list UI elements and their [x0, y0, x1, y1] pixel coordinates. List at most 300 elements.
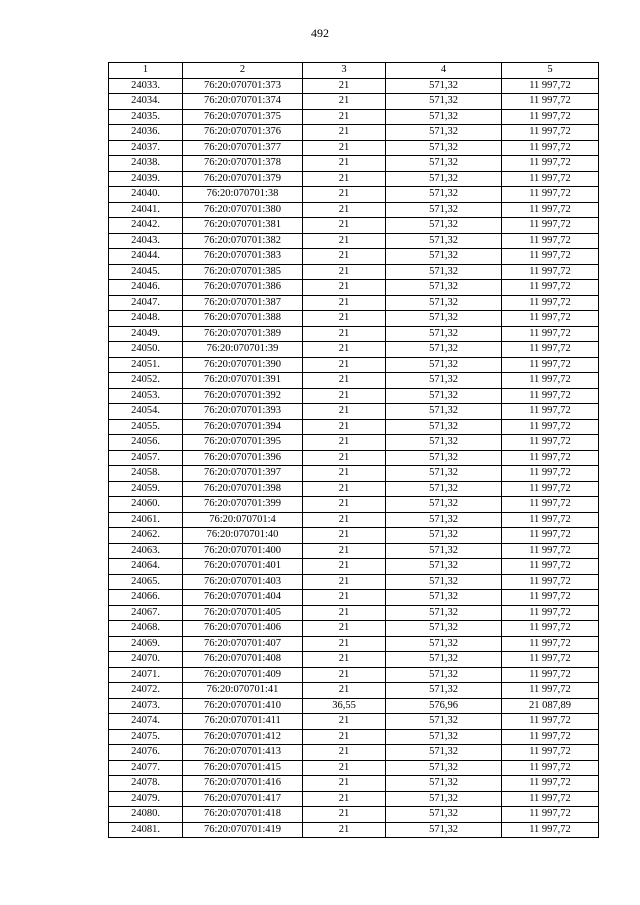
- table-row: [109, 109, 599, 125]
- table-cell-col-1: 24069.: [109, 636, 183, 652]
- table-cell-col-3: 21: [303, 714, 386, 730]
- table-cell-col-1: 24062.: [109, 528, 183, 544]
- table-row: [109, 202, 599, 218]
- table-cell-col-3: 21: [303, 497, 386, 513]
- table-cell-col-2: 76:20:070701:387: [183, 295, 303, 311]
- table-cell-col-3: 21: [303, 435, 386, 451]
- table-cell-col-2: 76:20:070701:405: [183, 605, 303, 621]
- table-cell-col-3: 21: [303, 807, 386, 823]
- table-cell-col-5: 11 997,72: [502, 357, 599, 373]
- table-cell-col-5: 11 997,72: [502, 543, 599, 559]
- table-cell-col-3: 21: [303, 605, 386, 621]
- table-cell-col-1: 24073.: [109, 698, 183, 714]
- table-cell-col-1: 24043.: [109, 233, 183, 249]
- table-cell-col-5: 11 997,72: [502, 605, 599, 621]
- table-cell-col-5: 11 997,72: [502, 776, 599, 792]
- table-row: [109, 156, 599, 172]
- table-cell-col-1: 24042.: [109, 218, 183, 234]
- table-cell-col-1: 24036.: [109, 125, 183, 141]
- table-cell-col-2: 76:20:070701:383: [183, 249, 303, 265]
- table-cell-col-3: 21: [303, 109, 386, 125]
- table-cell-col-1: 24066.: [109, 590, 183, 606]
- table-cell-col-4: 571,32: [386, 776, 502, 792]
- table-row: [109, 574, 599, 590]
- table-cell-col-1: 24033.: [109, 78, 183, 94]
- table-cell-col-5: 11 997,72: [502, 497, 599, 513]
- table-cell-col-2: 76:20:070701:395: [183, 435, 303, 451]
- table-cell-col-2: 76:20:070701:393: [183, 404, 303, 420]
- table-cell-col-2: 76:20:070701:411: [183, 714, 303, 730]
- table-row: [109, 373, 599, 389]
- table-row: [109, 233, 599, 249]
- table-cell-col-3: 21: [303, 512, 386, 528]
- table-cell-col-4: 571,32: [386, 745, 502, 761]
- table-cell-col-3: 21: [303, 481, 386, 497]
- table-cell-col-1: 24065.: [109, 574, 183, 590]
- table-cell-col-1: 24051.: [109, 357, 183, 373]
- table-cell-col-3: 21: [303, 543, 386, 559]
- table-cell-col-2: 76:20:070701:38: [183, 187, 303, 203]
- table-cell-col-5: 11 997,72: [502, 187, 599, 203]
- table-cell-col-4: 571,32: [386, 419, 502, 435]
- table-cell-col-2: 76:20:070701:375: [183, 109, 303, 125]
- table-cell-col-2: 76:20:070701:4: [183, 512, 303, 528]
- table-cell-col-4: 571,32: [386, 466, 502, 482]
- table-row: [109, 698, 599, 714]
- table-cell-col-3: 21: [303, 621, 386, 637]
- table-cell-col-4: 571,32: [386, 249, 502, 265]
- table-row: [109, 218, 599, 234]
- table-cell-col-4: 571,32: [386, 497, 502, 513]
- table-row: [109, 776, 599, 792]
- table-row: [109, 497, 599, 513]
- table-cell-col-4: 571,32: [386, 156, 502, 172]
- table-cell-col-2: 76:20:070701:373: [183, 78, 303, 94]
- table-row: [109, 295, 599, 311]
- table-cell-col-3: 21: [303, 280, 386, 296]
- table-cell-col-5: 11 997,72: [502, 683, 599, 699]
- table-cell-col-2: 76:20:070701:394: [183, 419, 303, 435]
- table-row: [109, 466, 599, 482]
- table-cell-col-3: 21: [303, 466, 386, 482]
- table-cell-col-1: 24067.: [109, 605, 183, 621]
- table-row: [109, 311, 599, 327]
- table-cell-col-4: 571,32: [386, 218, 502, 234]
- table-cell-col-5: 11 997,72: [502, 295, 599, 311]
- table-cell-col-4: 571,32: [386, 450, 502, 466]
- table-cell-col-1: 24068.: [109, 621, 183, 637]
- table-cell-col-1: 24071.: [109, 667, 183, 683]
- table-cell-col-5: 11 997,72: [502, 156, 599, 172]
- table-cell-col-4: 571,32: [386, 388, 502, 404]
- table-row: [109, 621, 599, 637]
- table-cell-col-5: 11 997,72: [502, 233, 599, 249]
- table-cell-col-1: 24075.: [109, 729, 183, 745]
- table-cell-col-3: 21: [303, 326, 386, 342]
- table-cell-col-4: 571,32: [386, 342, 502, 358]
- table-cell-col-2: 76:20:070701:389: [183, 326, 303, 342]
- table-row: [109, 326, 599, 342]
- table-cell-col-4: 571,32: [386, 512, 502, 528]
- table-cell-col-1: 24061.: [109, 512, 183, 528]
- table-row: [109, 528, 599, 544]
- table-cell-col-3: 21: [303, 636, 386, 652]
- table-cell-col-4: 571,32: [386, 791, 502, 807]
- table-row: [109, 590, 599, 606]
- table-cell-col-3: 21: [303, 357, 386, 373]
- table-cell-col-4: 571,32: [386, 760, 502, 776]
- table-cell-col-3: 21: [303, 574, 386, 590]
- table-row: [109, 791, 599, 807]
- table-cell-col-4: 571,32: [386, 636, 502, 652]
- table-cell-col-5: 11 997,72: [502, 94, 599, 110]
- table-row: [109, 760, 599, 776]
- table-cell-col-5: 11 997,72: [502, 590, 599, 606]
- table-row: [109, 636, 599, 652]
- table-row: [109, 187, 599, 203]
- table-cell-col-2: 76:20:070701:416: [183, 776, 303, 792]
- table-cell-col-2: 76:20:070701:407: [183, 636, 303, 652]
- table-cell-col-4: 571,32: [386, 667, 502, 683]
- table-cell-col-4: 571,32: [386, 295, 502, 311]
- table-cell-col-3: 21: [303, 249, 386, 265]
- table-cell-col-4: 571,32: [386, 481, 502, 497]
- table-cell-col-2: 76:20:070701:419: [183, 822, 303, 838]
- table-cell-col-2: 76:20:070701:379: [183, 171, 303, 187]
- table-cell-col-2: 76:20:070701:397: [183, 466, 303, 482]
- table-cell-col-5: 11 997,72: [502, 109, 599, 125]
- table-cell-col-3: 21: [303, 388, 386, 404]
- table-cell-col-2: 76:20:070701:378: [183, 156, 303, 172]
- table-cell-col-2: 76:20:070701:418: [183, 807, 303, 823]
- table-cell-col-2: 76:20:070701:401: [183, 559, 303, 575]
- table-row: [109, 357, 599, 373]
- table-row: [109, 404, 599, 420]
- table-cell-col-3: 21: [303, 667, 386, 683]
- table-cell-col-4: 571,32: [386, 621, 502, 637]
- table-row: [109, 125, 599, 141]
- table-cell-col-1: 24054.: [109, 404, 183, 420]
- table-cell-col-2: 76:20:070701:381: [183, 218, 303, 234]
- table-row: [109, 249, 599, 265]
- table-cell-col-3: 21: [303, 218, 386, 234]
- table-cell-col-2: 76:20:070701:385: [183, 264, 303, 280]
- table-row: [109, 388, 599, 404]
- table-cell-col-5: 11 997,72: [502, 125, 599, 141]
- table-cell-col-4: 571,32: [386, 264, 502, 280]
- table-cell-col-2: 76:20:070701:386: [183, 280, 303, 296]
- table-cell-col-1: 24053.: [109, 388, 183, 404]
- table-row: [109, 714, 599, 730]
- table-cell-col-5: 11 997,72: [502, 202, 599, 218]
- table-row: [109, 78, 599, 94]
- table-cell-col-5: 11 997,72: [502, 559, 599, 575]
- table-cell-col-5: 11 997,72: [502, 621, 599, 637]
- table-cell-col-2: 76:20:070701:400: [183, 543, 303, 559]
- table-cell-col-4: 571,32: [386, 125, 502, 141]
- table-cell-col-5: 11 997,72: [502, 342, 599, 358]
- table-cell-col-5: 11 997,72: [502, 466, 599, 482]
- table-cell-col-3: 21: [303, 264, 386, 280]
- table-cell-col-5: 11 997,72: [502, 326, 599, 342]
- table-cell-col-4: 571,32: [386, 714, 502, 730]
- table-row: [109, 745, 599, 761]
- table-cell-col-4: 571,32: [386, 822, 502, 838]
- table-cell-col-3: 21: [303, 559, 386, 575]
- table-cell-col-3: 21: [303, 295, 386, 311]
- table-cell-col-1: 24072.: [109, 683, 183, 699]
- table-cell-col-5: 11 997,72: [502, 388, 599, 404]
- table-cell-col-4: 576,96: [386, 698, 502, 714]
- table-cell-col-2: 76:20:070701:392: [183, 388, 303, 404]
- page-number: 492: [311, 26, 329, 40]
- table-cell-col-5: 11 997,72: [502, 280, 599, 296]
- table-cell-col-5: 11 997,72: [502, 636, 599, 652]
- table-cell-col-5: 11 997,72: [502, 512, 599, 528]
- table-cell-col-2: 76:20:070701:412: [183, 729, 303, 745]
- table-row: [109, 729, 599, 745]
- table-cell-col-3: 36,55: [303, 698, 386, 714]
- table-cell-col-1: 24050.: [109, 342, 183, 358]
- column-header-5: 5: [502, 63, 599, 79]
- table-row: [109, 512, 599, 528]
- table-cell-col-1: 24057.: [109, 450, 183, 466]
- table-cell-col-4: 571,32: [386, 280, 502, 296]
- table-cell-col-1: 24039.: [109, 171, 183, 187]
- table-cell-col-5: 11 997,72: [502, 264, 599, 280]
- table-cell-col-4: 571,32: [386, 528, 502, 544]
- table-cell-col-5: 11 997,72: [502, 78, 599, 94]
- table-cell-col-1: 24040.: [109, 187, 183, 203]
- table-cell-col-4: 571,32: [386, 140, 502, 156]
- table-row: [109, 822, 599, 838]
- table-cell-col-3: 21: [303, 171, 386, 187]
- table-cell-col-5: 11 997,72: [502, 807, 599, 823]
- table-cell-col-1: 24056.: [109, 435, 183, 451]
- table-row: [109, 264, 599, 280]
- table-cell-col-5: 11 997,72: [502, 791, 599, 807]
- table-cell-col-3: 21: [303, 233, 386, 249]
- table-cell-col-5: 11 997,72: [502, 171, 599, 187]
- table-cell-col-3: 21: [303, 125, 386, 141]
- table-cell-col-3: 21: [303, 729, 386, 745]
- table-cell-col-5: 11 997,72: [502, 745, 599, 761]
- table-cell-col-2: 76:20:070701:417: [183, 791, 303, 807]
- table-cell-col-1: 24038.: [109, 156, 183, 172]
- table-cell-col-3: 21: [303, 822, 386, 838]
- table-cell-col-3: 21: [303, 776, 386, 792]
- table-cell-col-5: 11 997,72: [502, 822, 599, 838]
- table-row: [109, 807, 599, 823]
- table-cell-col-1: 24052.: [109, 373, 183, 389]
- table-row: [109, 652, 599, 668]
- table-cell-col-5: 11 997,72: [502, 450, 599, 466]
- table-cell-col-3: 21: [303, 683, 386, 699]
- table-cell-col-4: 571,32: [386, 233, 502, 249]
- table-cell-col-2: 76:20:070701:380: [183, 202, 303, 218]
- table-cell-col-5: 11 997,72: [502, 311, 599, 327]
- table-cell-col-4: 571,32: [386, 94, 502, 110]
- column-header-4: 4: [386, 63, 502, 79]
- table-cell-col-2: 76:20:070701:403: [183, 574, 303, 590]
- table-cell-col-1: 24035.: [109, 109, 183, 125]
- table-cell-col-1: 24064.: [109, 559, 183, 575]
- table-row: [109, 683, 599, 699]
- table-cell-col-1: 24047.: [109, 295, 183, 311]
- table-cell-col-1: 24041.: [109, 202, 183, 218]
- table-cell-col-5: 11 997,72: [502, 373, 599, 389]
- table-cell-col-4: 571,32: [386, 171, 502, 187]
- table-cell-col-3: 21: [303, 94, 386, 110]
- header-row: [109, 63, 599, 79]
- table-cell-col-5: 11 997,72: [502, 729, 599, 745]
- table-cell-col-2: 76:20:070701:41: [183, 683, 303, 699]
- table-cell-col-4: 571,32: [386, 326, 502, 342]
- table-cell-col-1: 24049.: [109, 326, 183, 342]
- table-cell-col-3: 21: [303, 760, 386, 776]
- table-cell-col-4: 571,32: [386, 311, 502, 327]
- table-row: [109, 171, 599, 187]
- table-row: [109, 667, 599, 683]
- table-cell-col-5: 11 997,72: [502, 528, 599, 544]
- table-cell-col-3: 21: [303, 140, 386, 156]
- table-cell-col-5: 11 997,72: [502, 249, 599, 265]
- table-row: [109, 605, 599, 621]
- table-cell-col-4: 571,32: [386, 807, 502, 823]
- table-cell-col-4: 571,32: [386, 543, 502, 559]
- table-cell-col-5: 11 997,72: [502, 140, 599, 156]
- table-cell-col-5: 11 997,72: [502, 404, 599, 420]
- table-cell-col-2: 76:20:070701:410: [183, 698, 303, 714]
- table-cell-col-5: 11 997,72: [502, 218, 599, 234]
- table-cell-col-3: 21: [303, 791, 386, 807]
- table-row: [109, 342, 599, 358]
- table-cell-col-1: 24078.: [109, 776, 183, 792]
- table-cell-col-3: 21: [303, 450, 386, 466]
- table-cell-col-1: 24044.: [109, 249, 183, 265]
- table-cell-col-5: 11 997,72: [502, 714, 599, 730]
- table-cell-col-2: 76:20:070701:39: [183, 342, 303, 358]
- table-cell-col-4: 571,32: [386, 109, 502, 125]
- table-row: [109, 450, 599, 466]
- table-cell-col-2: 76:20:070701:413: [183, 745, 303, 761]
- table-row: [109, 559, 599, 575]
- table-row: [109, 94, 599, 110]
- table-cell-col-2: 76:20:070701:415: [183, 760, 303, 776]
- table-cell-col-4: 571,32: [386, 574, 502, 590]
- table-cell-col-1: 24079.: [109, 791, 183, 807]
- table-cell-col-2: 76:20:070701:404: [183, 590, 303, 606]
- table-cell-col-3: 21: [303, 311, 386, 327]
- column-header-2: 2: [183, 63, 303, 79]
- table-cell-col-2: 76:20:070701:398: [183, 481, 303, 497]
- column-header-1: 1: [109, 63, 183, 79]
- table-cell-col-4: 571,32: [386, 590, 502, 606]
- table-row: [109, 280, 599, 296]
- table-cell-col-3: 21: [303, 342, 386, 358]
- table-row: [109, 435, 599, 451]
- table-cell-col-1: 24058.: [109, 466, 183, 482]
- table-cell-col-1: 24081.: [109, 822, 183, 838]
- table-cell-col-1: 24037.: [109, 140, 183, 156]
- table-cell-col-1: 24034.: [109, 94, 183, 110]
- table-cell-col-4: 571,32: [386, 559, 502, 575]
- table-cell-col-3: 21: [303, 590, 386, 606]
- table-cell-col-3: 21: [303, 373, 386, 389]
- table-cell-col-5: 21 087,89: [502, 698, 599, 714]
- table-cell-col-4: 571,32: [386, 605, 502, 621]
- table-row: [109, 543, 599, 559]
- table-cell-col-5: 11 997,72: [502, 667, 599, 683]
- table-cell-col-1: 24063.: [109, 543, 183, 559]
- table-cell-col-2: 76:20:070701:374: [183, 94, 303, 110]
- table-cell-col-4: 571,32: [386, 729, 502, 745]
- table-cell-col-2: 76:20:070701:377: [183, 140, 303, 156]
- table-cell-col-1: 24080.: [109, 807, 183, 823]
- table-cell-col-5: 11 997,72: [502, 574, 599, 590]
- table-cell-col-1: 24077.: [109, 760, 183, 776]
- table-cell-col-2: 76:20:070701:391: [183, 373, 303, 389]
- table-cell-col-4: 571,32: [386, 373, 502, 389]
- table-cell-col-2: 76:20:070701:396: [183, 450, 303, 466]
- table-cell-col-5: 11 997,72: [502, 481, 599, 497]
- column-header-3: 3: [303, 63, 386, 79]
- table-cell-col-5: 11 997,72: [502, 419, 599, 435]
- table-cell-col-4: 571,32: [386, 202, 502, 218]
- table-cell-col-1: 24055.: [109, 419, 183, 435]
- table-cell-col-3: 21: [303, 404, 386, 420]
- data-table: [108, 62, 599, 838]
- table-cell-col-4: 571,32: [386, 404, 502, 420]
- table-cell-col-5: 11 997,72: [502, 652, 599, 668]
- table-cell-col-5: 11 997,72: [502, 760, 599, 776]
- table-cell-col-2: 76:20:070701:409: [183, 667, 303, 683]
- table-row: [109, 481, 599, 497]
- table-cell-col-4: 571,32: [386, 652, 502, 668]
- table-row: [109, 419, 599, 435]
- table-cell-col-1: 24048.: [109, 311, 183, 327]
- table-cell-col-1: 24070.: [109, 652, 183, 668]
- table-cell-col-3: 21: [303, 652, 386, 668]
- table-cell-col-3: 21: [303, 78, 386, 94]
- table-cell-col-4: 571,32: [386, 435, 502, 451]
- table-row: [109, 140, 599, 156]
- table-cell-col-1: 24059.: [109, 481, 183, 497]
- table-body: [109, 78, 599, 838]
- table-cell-col-3: 21: [303, 202, 386, 218]
- table-cell-col-4: 571,32: [386, 357, 502, 373]
- table-cell-col-1: 24045.: [109, 264, 183, 280]
- table-cell-col-2: 76:20:070701:408: [183, 652, 303, 668]
- table-cell-col-2: 76:20:070701:388: [183, 311, 303, 327]
- table-cell-col-1: 24046.: [109, 280, 183, 296]
- table-cell-col-2: 76:20:070701:382: [183, 233, 303, 249]
- table-cell-col-1: 24074.: [109, 714, 183, 730]
- table-cell-col-3: 21: [303, 745, 386, 761]
- table-cell-col-3: 21: [303, 528, 386, 544]
- table-cell-col-2: 76:20:070701:376: [183, 125, 303, 141]
- table-cell-col-4: 571,32: [386, 187, 502, 203]
- table-cell-col-3: 21: [303, 156, 386, 172]
- table-cell-col-2: 76:20:070701:390: [183, 357, 303, 373]
- table-cell-col-5: 11 997,72: [502, 435, 599, 451]
- table-cell-col-1: 24076.: [109, 745, 183, 761]
- table-cell-col-3: 21: [303, 187, 386, 203]
- table-cell-col-4: 571,32: [386, 78, 502, 94]
- table-cell-col-1: 24060.: [109, 497, 183, 513]
- table-cell-col-2: 76:20:070701:40: [183, 528, 303, 544]
- table-cell-col-4: 571,32: [386, 683, 502, 699]
